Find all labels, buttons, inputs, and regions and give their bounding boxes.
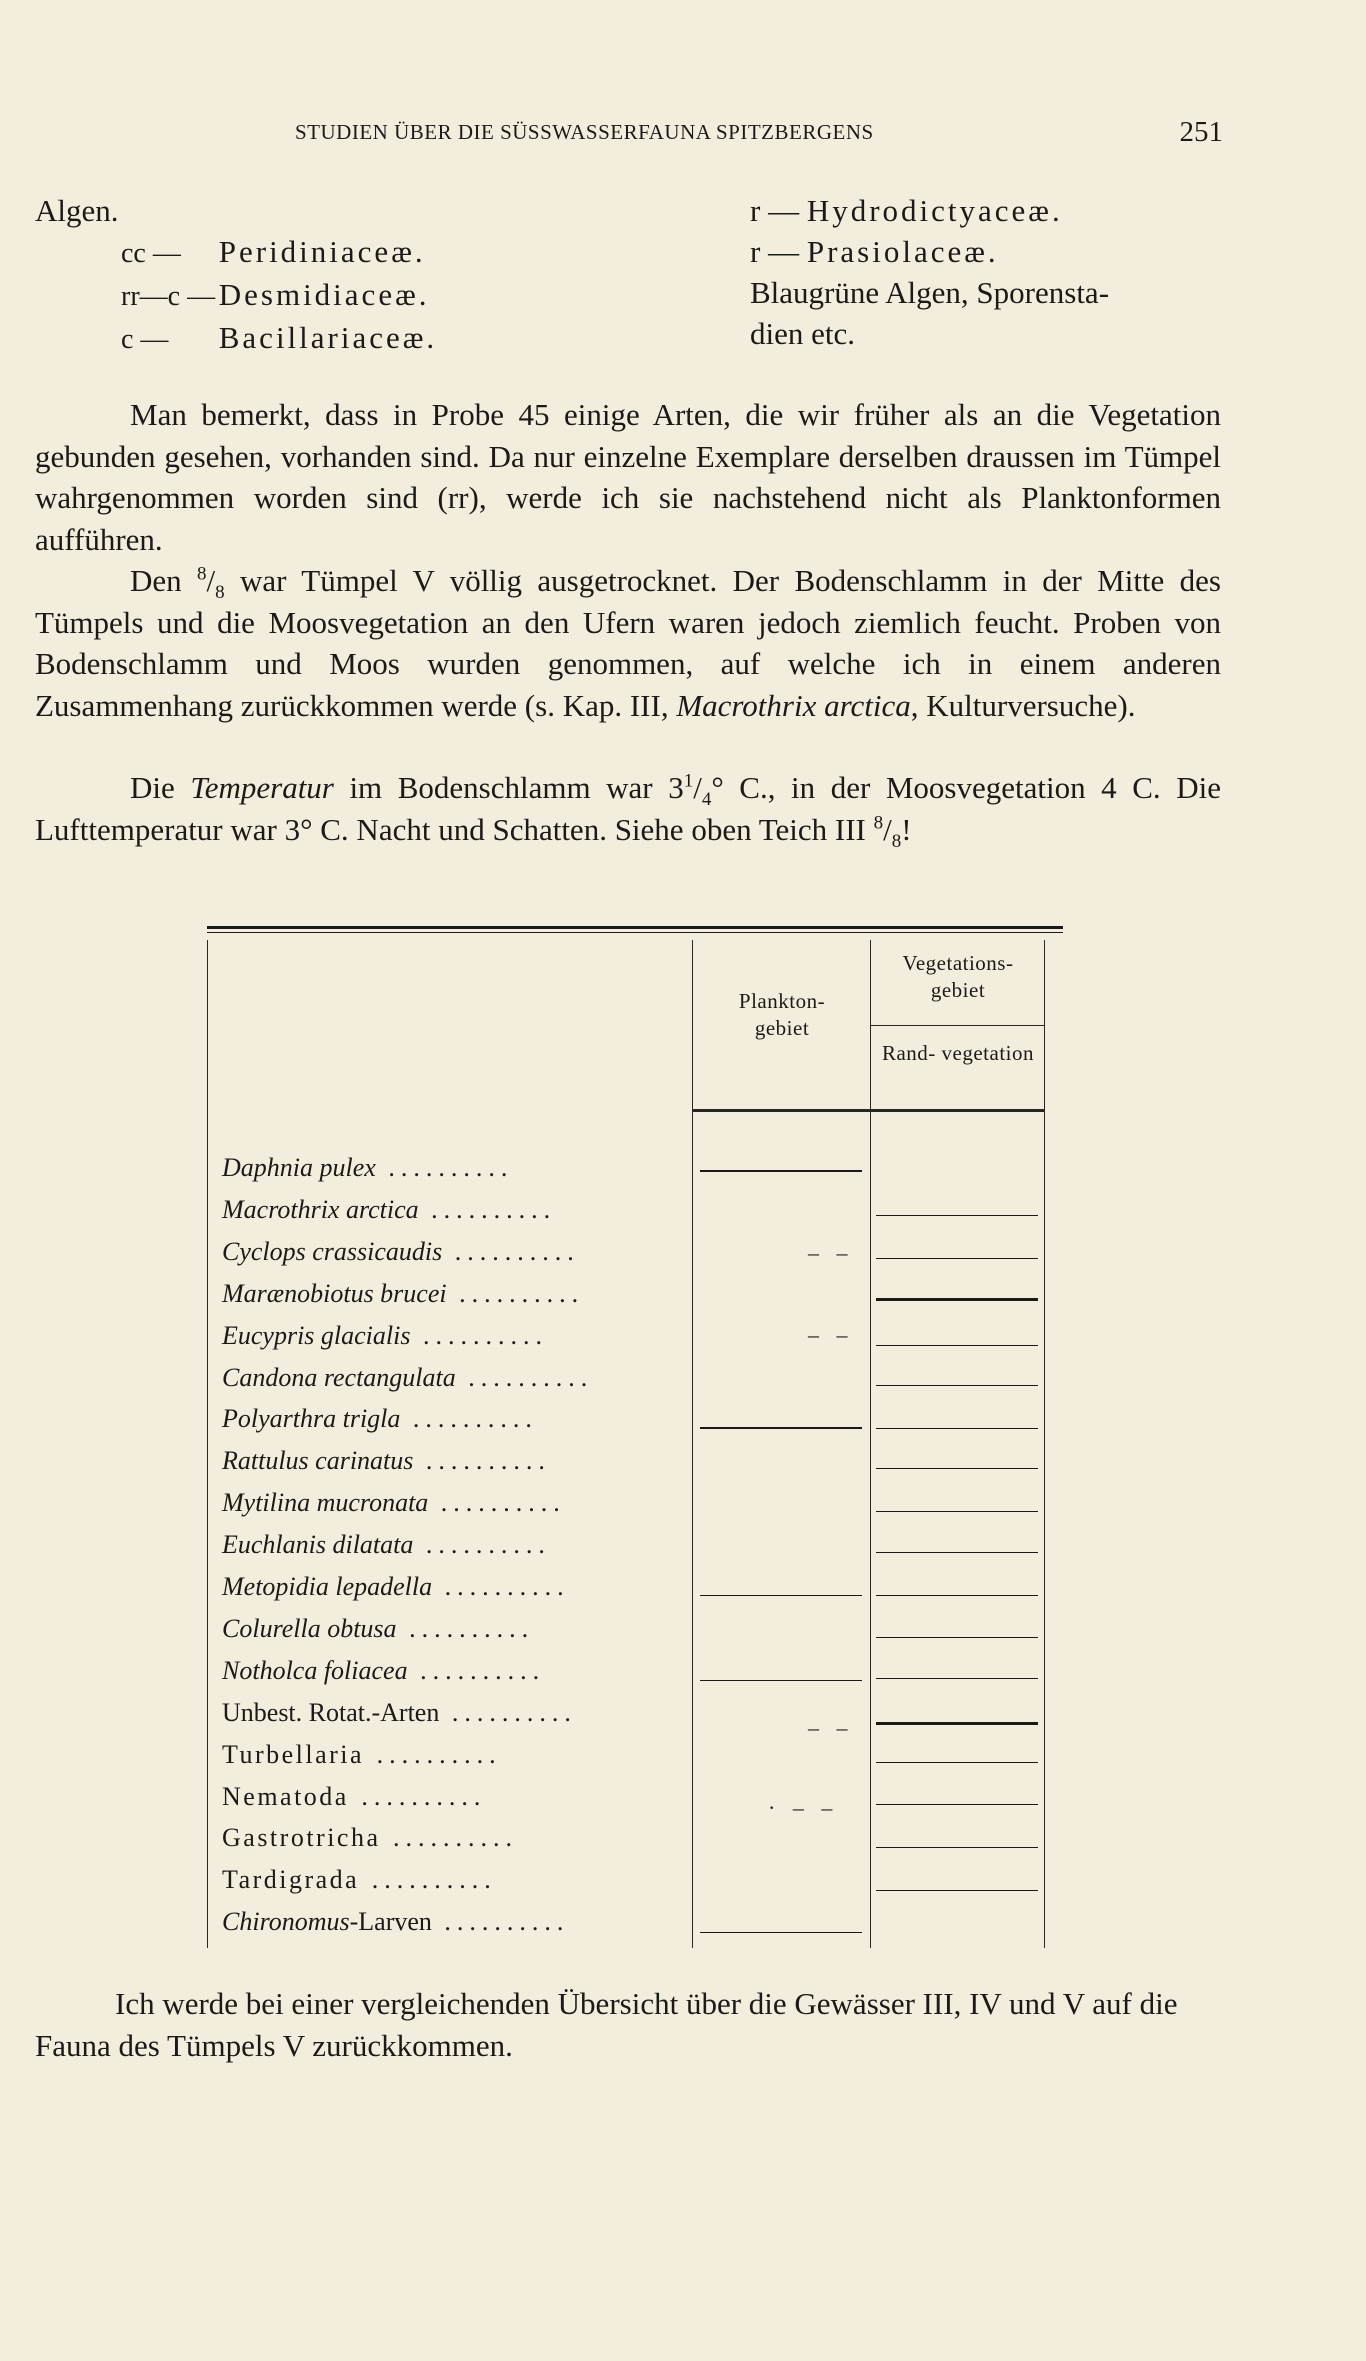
col-plankton-header: Plankton- gebiet [738,989,826,1040]
species-name: Euchlanis dilatata [222,1530,414,1560]
occurrence-line-rand [876,1637,1038,1638]
closing-paragraph: Ich werde bei einer vergleichenden Übersicht über die Gewässer III, IV und V auf die Fauna des Tümpels V zurückkommen. [35,1986,1178,2063]
fraction-den: 4 [701,789,712,811]
occurrence-line-rand [876,1345,1038,1346]
species-row [222,1735,502,1775]
text-run: war Tümpel V völlig ausgetrocknet. Der Bodenschlamm in der Mitte des Tümpels und die Moosvegetation an den Ufern waren jedoch ziemlich feucht. Proben von Bodenschlamm und Moos wurden genommen, auf welche ich in einem anderen Zusammenhang zurückkommen werde (s. Kap. III, [35,563,1221,723]
occurrence-line-plankton [700,1595,862,1596]
algen-note: dien etc. [750,316,856,351]
algen-note: Blaugrüne Algen, Sporensta- [750,275,1110,310]
leader-dots: .......... [455,1362,594,1392]
emphasis: Temperatur [190,770,334,805]
species-name: Colurella obtusa [222,1613,397,1643]
species-name: Rattulus carinatus [222,1446,414,1476]
occurrence-line-rand [876,1762,1038,1763]
occurrence-line-plankton [700,1680,862,1681]
algen-left-list [35,190,437,360]
occurrence-line-rand [876,1511,1038,1512]
text-run: / [883,811,892,847]
text-run: / [693,770,702,805]
text-run: Den [130,563,198,598]
algen-name: Hydrodictyaceæ. [806,193,1063,228]
species-row [222,1399,538,1439]
algen-name: Prasiolaceæ. [806,234,999,269]
table-top-rule [207,926,1063,929]
date-month: 8 [215,582,225,604]
text-run: , Kulturversuche). [910,687,1136,723]
leader-dots: .......... [418,1194,557,1224]
occurrence-line-rand [876,1847,1038,1848]
text-run: im Bodenschlamm war 3 [333,770,684,805]
algen-name: Peridiniaceæ. [218,234,426,269]
occurrence-line-plankton [700,1170,862,1172]
abundance-code: r — [750,193,800,228]
species-name: Metopidia lepadella [222,1572,433,1601]
species-row [222,1651,545,1691]
species-name: Gastrotricha [222,1823,381,1853]
species-ref: Macrothrix arctica [676,687,911,723]
occurrence-line-rand [876,1298,1038,1301]
leader-dots: .......... [431,1907,570,1937]
text-run: ° C., in der Moosvegetation 4 C. Die Lufttemperatur war 3° C. Nacht und Schatten. Siehe oben Teich III [35,770,1221,847]
species-row [222,1274,584,1314]
leader-dots: .......... [446,1278,585,1308]
leader-dots: .......... [413,1446,551,1476]
paragraph-2 [35,560,1221,726]
table-rule [692,940,693,1948]
text-run: / [206,563,216,598]
occurrence-line-rand [876,1468,1038,1469]
date-month: 8 [891,830,902,852]
leader-dots: .......... [432,1572,570,1601]
leader-dots: .......... [442,1236,580,1266]
species-name: Cyclops crassicaudis [222,1236,443,1266]
abundance-code: rr—c — [121,281,216,312]
leader-dots: .......... [375,1153,514,1182]
occurrence-line-rand [876,1428,1038,1429]
occurrence-line-rand [876,1552,1038,1553]
algen-item [35,274,437,317]
species-name: Marænobiotus brucei [222,1278,447,1308]
text-run: Die [130,770,191,805]
occurrence-line-rand [876,1385,1038,1386]
paragraph-3 [35,767,1221,850]
col-rand-header: Rand- vegetation [881,1041,1035,1065]
algen-name: Desmidiaceæ. [218,277,430,312]
fraction-num: 1 [683,770,694,792]
occurrence-line-rand [876,1678,1038,1679]
table-rule [207,940,208,1948]
text-run: ! [901,811,912,847]
species-name: Tardigrada [222,1865,360,1895]
species-row [222,1693,577,1733]
species-name: Turbellaria [222,1739,365,1769]
species-row [222,1190,556,1230]
leader-dots: .......... [407,1655,546,1685]
table-rule [870,1025,1044,1026]
leader-dots: .......... [359,1865,497,1895]
algen-right-list [750,190,1109,354]
species-row [222,1358,593,1398]
species-row [222,1441,551,1481]
occurrence-dash: – – [808,1322,854,1347]
page-number: 251 [1179,116,1223,148]
species-row [222,1902,569,1942]
algen-item [750,231,1109,272]
species-name: Candona rectangulata [222,1362,456,1392]
occurrence-dash: – – [808,1715,854,1740]
abundance-code: cc — [121,238,181,269]
species-name: Eucypris glacialis [222,1320,411,1350]
species-row [222,1316,548,1356]
date-day: 8 [873,812,884,834]
species-name: Notholca foliacea [222,1655,408,1685]
leader-dots: .......... [380,1823,519,1853]
leader-dots: .......... [348,1781,487,1811]
occurrence-dash: · – – [768,1795,839,1820]
species-name: Unbest. Rotat.-Arten [222,1697,440,1727]
algen-item [750,190,1109,231]
species-row [222,1818,518,1858]
occurrence-line-rand [876,1215,1038,1216]
leader-dots: .......... [428,1488,566,1518]
date-day: 8 [197,563,207,585]
species-row [222,1148,513,1188]
abundance-code: c — [121,324,169,355]
species-row [222,1483,566,1523]
species-row [222,1232,580,1272]
species-name: Mytilina mucronata [222,1488,429,1518]
algen-name: Bacillariaceæ. [218,320,438,355]
running-title: STUDIEN ÜBER DIE SÜSSWASSERFAUNA SPITZBERGENS [295,120,874,144]
paragraph-1: Man bemerkt, dass in Probe 45 einige Arten, die wir früher als an die Vegetation gebunden gesehen, vorhanden sind. Da nur einzelne Exemplare derselben draussen im Tümpel wahrgenommen worden sind (rr), werde ich sie nachstehend nicht als Planktonformen aufführen. [35,397,1221,557]
species-suffix: -Larven [349,1907,432,1937]
species-name: Chironomus [222,1907,350,1937]
occurrence-line-plankton [700,1932,862,1933]
occurrence-line-rand [876,1804,1038,1805]
algen-item [35,231,437,274]
abundance-code: r — [750,234,800,269]
species-name: Macrothrix arctica [222,1194,419,1224]
species-row [222,1860,497,1900]
occurrence-line-plankton [700,1427,862,1429]
leader-dots: .......... [396,1613,535,1643]
species-row [222,1525,551,1565]
species-row [222,1567,570,1607]
table-rule [870,940,871,1948]
leader-dots: .......... [410,1320,548,1350]
leader-dots: .......... [364,1739,502,1769]
species-name: Daphnia pulex [222,1153,376,1182]
occurrence-line-rand [876,1258,1038,1259]
algen-item [35,317,437,360]
leader-dots: .......... [439,1697,577,1727]
table-header-rule [692,1109,1044,1112]
species-row [222,1609,534,1649]
table-rule [1044,940,1045,1948]
leader-dots: .......... [413,1530,551,1560]
species-row [222,1777,486,1817]
leader-dots: .......... [400,1404,538,1434]
occurrence-line-rand [876,1595,1038,1596]
occurrence-line-rand [876,1890,1038,1891]
table-top-rule [207,932,1063,933]
occurrence-dash: – – [808,1240,854,1265]
species-name: Nematoda [222,1781,349,1811]
species-name: Polyarthra trigla [222,1404,401,1434]
col-vegetation-header: Vegetations- gebiet [902,951,1014,1002]
occurrence-line-rand [876,1722,1038,1725]
algen-heading: Algen. [35,193,119,228]
